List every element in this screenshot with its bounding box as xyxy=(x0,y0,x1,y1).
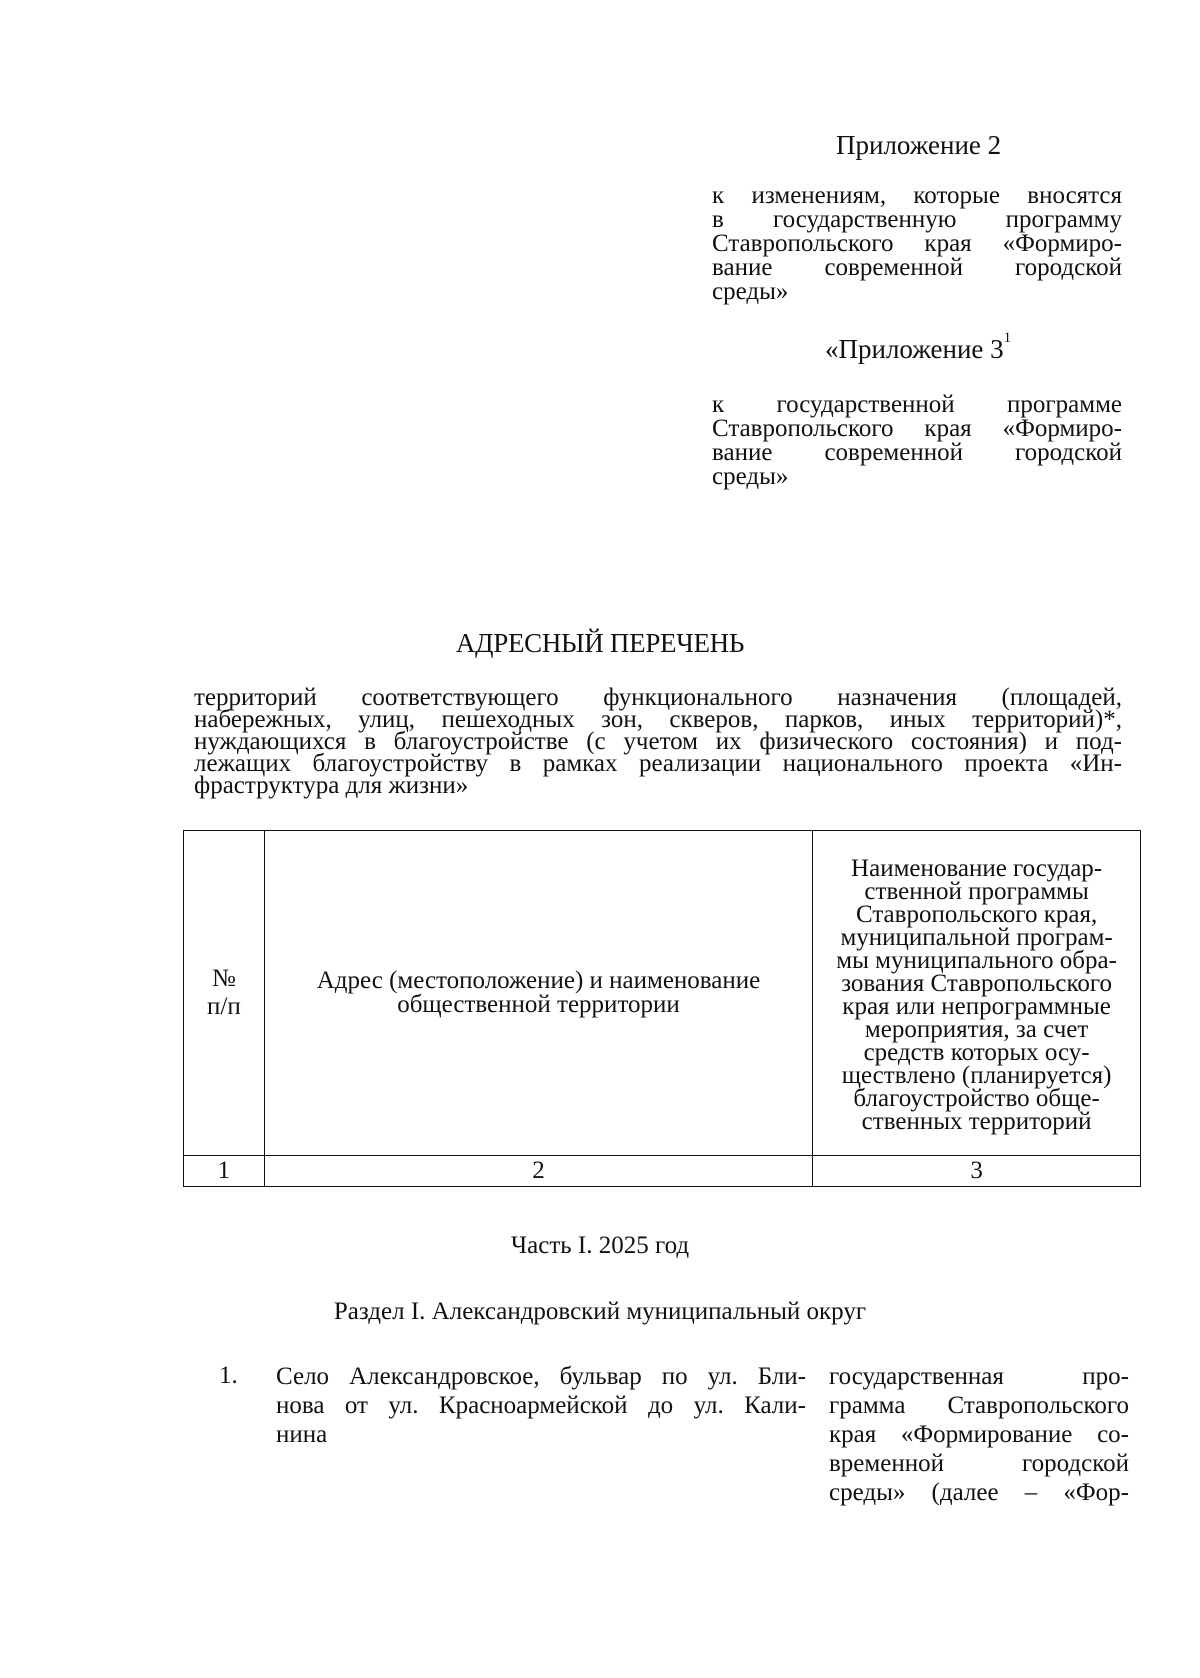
appendix-line: к изменениям, которые вносятся xyxy=(712,182,1122,209)
subheading-line: лежащих благоустройству в рамках реализации национального проекта «Ин- xyxy=(194,750,1122,777)
header-text: мероприятия, за счет xyxy=(864,1016,1089,1043)
program-line: грамма Ставропольского xyxy=(829,1392,1129,1419)
header-text: п/п xyxy=(207,993,241,1020)
part-title: Часть I. 2025 год xyxy=(510,1232,690,1259)
subheading-line: набережных, улиц, пешеходных зон, скверов, парков, иных территорий)*, xyxy=(194,706,1122,733)
header-text: края или непрограммные xyxy=(842,993,1111,1020)
appendix-line: Ставропольского края «Формиро- xyxy=(712,230,1122,257)
appendix-title: Приложение 2 xyxy=(836,130,1002,160)
program-line: среды» (далее – «Фор- xyxy=(829,1479,1129,1506)
header-cell-program xyxy=(813,831,1141,1156)
target-appendix-title-text: «Приложение 3 xyxy=(825,334,1004,364)
column-number: 3 xyxy=(813,1156,1141,1187)
address-line: нова от ул. Красноармейской до ул. Кали- xyxy=(276,1392,806,1419)
program-line: временной городской xyxy=(829,1450,1129,1477)
column-number-row xyxy=(184,1156,1141,1187)
header-text: ществлено (планируется) xyxy=(841,1062,1112,1089)
appendix-line: среды» xyxy=(712,278,789,305)
subheading-line: территорий соответствующего функционального назначения (площадей, xyxy=(194,684,1122,711)
target-appendix-title xyxy=(825,330,1012,365)
header-text: ственных территорий xyxy=(861,1108,1092,1135)
program-line: края «Формирование со- xyxy=(829,1421,1129,1448)
subheading-line: фраструктура для жизни» xyxy=(194,772,469,799)
header-text: Ставропольского края, xyxy=(855,901,1098,928)
header-text: зования Ставропольского xyxy=(841,970,1113,997)
address-line: Село Александровское, бульвар по ул. Бли- xyxy=(276,1363,806,1390)
document-heading: АДРЕСНЫЙ ПЕРЕЧЕНЬ xyxy=(455,628,745,658)
address-line: нина xyxy=(276,1421,328,1448)
appendix-description xyxy=(712,184,1122,304)
row-address xyxy=(276,1362,806,1449)
row-number: 1. xyxy=(219,1362,238,1389)
header-text: Адрес (местоположение) и наименование xyxy=(316,967,761,994)
target-appendix-description xyxy=(712,393,1122,489)
column-number: 2 xyxy=(264,1156,812,1187)
row-program xyxy=(829,1362,1129,1507)
column-number: 1 xyxy=(184,1156,265,1187)
header-text: Наименование государ- xyxy=(851,855,1103,882)
header-cell-number xyxy=(184,831,265,1156)
table-header-row xyxy=(184,831,1141,1156)
header-text: № xyxy=(211,965,236,992)
section-title: Раздел I. Александровский муниципальный округ xyxy=(333,1298,867,1325)
header-cell-address xyxy=(264,831,812,1156)
target-appendix-line: к государственной программе xyxy=(712,391,1122,418)
target-appendix-line: среды» xyxy=(712,463,789,490)
document-subheading xyxy=(194,684,1122,799)
target-appendix-line: вание современной городской xyxy=(712,439,1122,466)
appendix-line: в государственную программу xyxy=(712,206,1122,233)
program-line: государственная про- xyxy=(829,1363,1129,1390)
header-text: благоустройство обще- xyxy=(853,1085,1100,1112)
target-appendix-line: Ставропольского края «Формиро- xyxy=(712,415,1122,442)
header-text: общественной территории xyxy=(397,991,680,1018)
table-header xyxy=(183,830,1141,1187)
header-text: муниципальной програм- xyxy=(840,924,1113,951)
appendix-line: вание современной городской xyxy=(712,254,1122,281)
header-text: средств которых осу- xyxy=(863,1039,1090,1066)
target-appendix-superscript: 1 xyxy=(1003,330,1012,346)
subheading-line: нуждающихся в благоустройстве (с учетом их физического состояния) и под- xyxy=(194,728,1122,755)
header-text: мы муниципального обра- xyxy=(836,947,1117,974)
header-text: ственной программы xyxy=(864,878,1089,905)
